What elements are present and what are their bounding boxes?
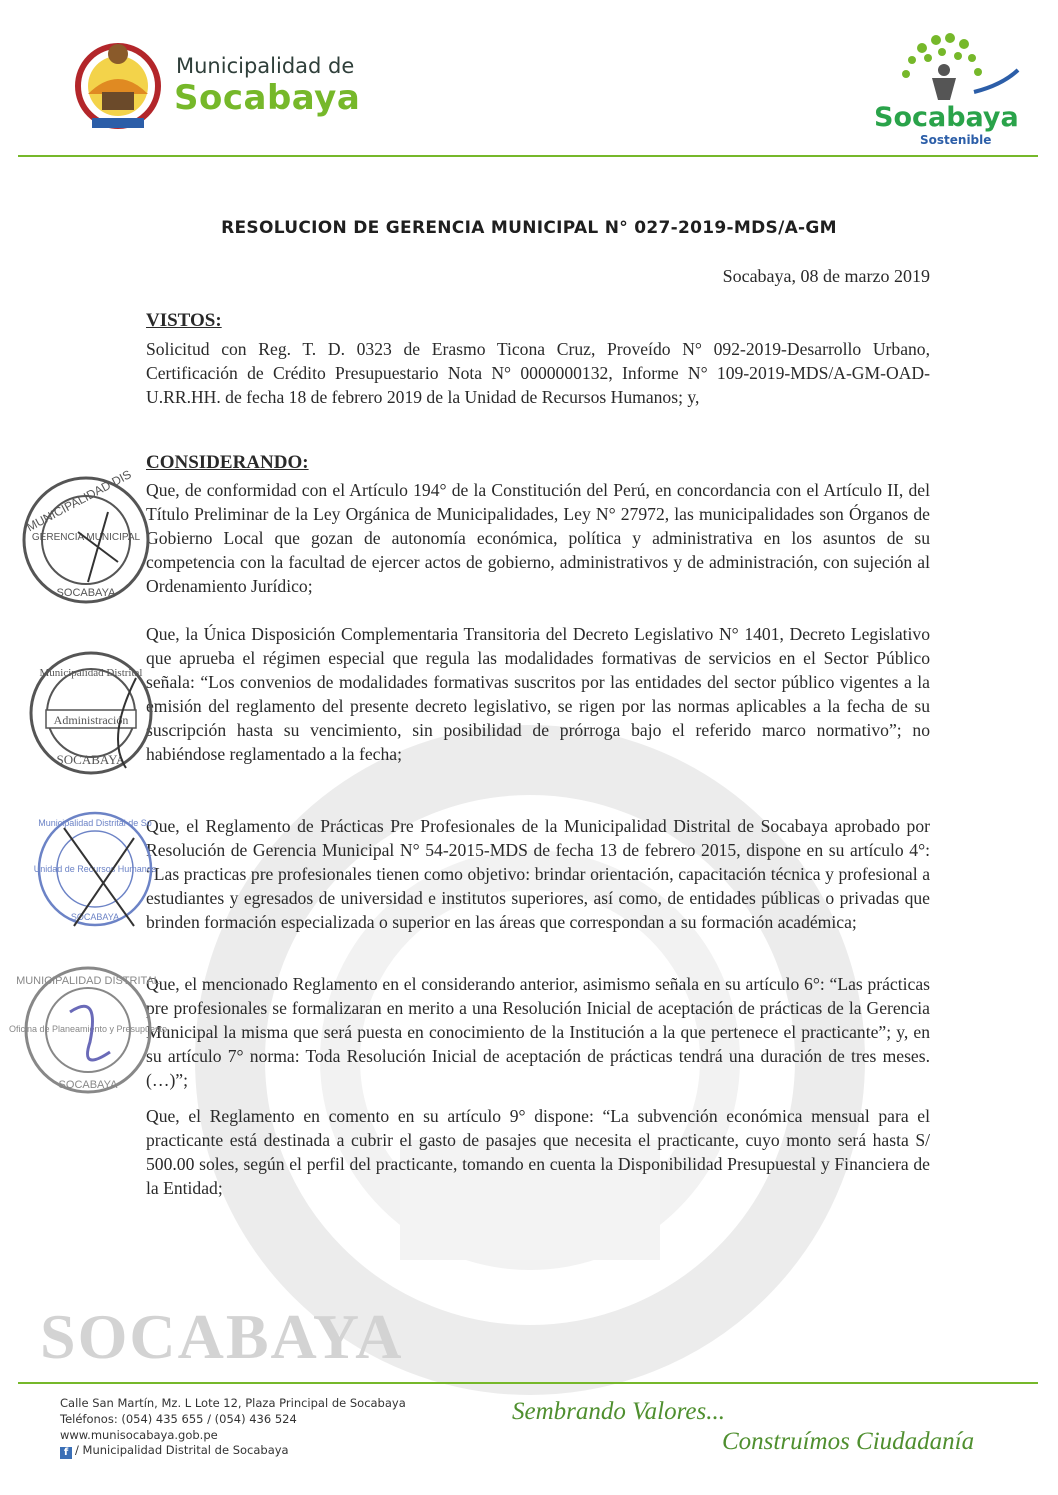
considerando-paragraph-4: Que, el mencionado Reglamento en el considerando anterior, asimismo señala en su artículo 6°: “Las prácticas pre profesionales se formalizaran en merito a una Resolución Inicial de aceptación de prácticas de la Gerencia Municipal la misma que será puesta en conocimiento de la Institución a la que pertenece el practicante”; y, en su artículo 7° norma: Toda Resolución Inicial de aceptación de prácticas tendrá una duración de tres meses. (…)”; (146, 974, 930, 1090)
considerando-paragraph-3: Que, el Reglamento de Prácticas Pre Profesionales de la Municipalidad Distrital de Socabaya aprobado por Resolución de Gerencia Municipal N° 54-2015-MDS de fecha 13 de febrero 2015, dispone en su artículo 4°: “Las practicas pre profesionales tienen como objetivo: brindar orientación, capacitación técnica y profesional a estudiantes y egresados de universidad e institutos superiores, así como, de entidades públicas o privadas que brinden formación especializada o superior en las áreas que correspondan a su formación académica; (146, 816, 930, 932)
recursos-humanos-stamp (34, 808, 156, 930)
stamp-bottom-text: SOCABAYA (58, 1079, 118, 1091)
municipality-name-line1: Municipalidad de (176, 54, 355, 78)
tree-figure-icon (862, 30, 1022, 110)
brand-tagline: Sostenible (920, 133, 992, 147)
footer-phones: Teléfonos: (054) 435 655 / (054) 436 524 (60, 1412, 297, 1426)
footer-address: Calle San Martín, Mz. L Lote 12, Plaza Principal de Socabaya (60, 1396, 406, 1410)
stamp-bottom-text: SOCABAYA (56, 752, 126, 767)
footer-facebook-text: / Municipalidad Distrital de Socabaya (75, 1443, 289, 1457)
header-divider (18, 155, 1038, 157)
watermark-text: SOCABAYA (40, 1301, 404, 1372)
stamp-top-text: MUNICIPALIDAD DIS (24, 467, 134, 535)
footer-website: www.munisocabaya.gob.pe (60, 1428, 218, 1442)
stamp-bottom-text: SOCABAYA (70, 912, 120, 922)
stamp-top-text: Municipalidad Distrital de So (38, 818, 152, 828)
socabaya-sostenible-logo (862, 30, 1022, 155)
vistos-paragraph: Solicitud con Reg. T. D. 0323 de Erasmo Ticona Cruz, Proveído N° 092-2019-Desarrollo Urbano, Certificación de Crédito Presupuestario Nota N° 0000000132, Informe N° 109-2019-MDS/A-GM-OAD-U.RR.HH. de fecha 18 de febrero 2019 de la Unidad de Recursos Humanos; y, (146, 339, 930, 407)
slogan-line1: Sembrando Valores... (512, 1398, 725, 1425)
facebook-icon: f (60, 1447, 72, 1459)
stamp-middle-text: Oficina de Planeamiento y Presupuesto (8, 1024, 168, 1034)
considerando-paragraph-5: Que, el Reglamento en comento en su artículo 9° dispone: “La subvención económica mensual para el practicante está destinada a cubrir el gasto de pasajes que necesita el practicante, cuyo monto será hasta S/ 500.00 soles, según el perfil del practicante, tomando en cuenta la Disponibilidad Presupuestal y Financiera de la Entidad; (146, 1106, 930, 1198)
municipal-crest-logo (72, 34, 164, 134)
stamp-middle-text: Unidad de Recursos Humanos (33, 864, 157, 874)
resolution-title: RESOLUCION DE GERENCIA MUNICIPAL N° 027-2019-MDS/A-GM (221, 218, 837, 238)
stamp-middle-text: Administración (53, 713, 129, 727)
slogan-line2: Construímos Ciudadanía (722, 1428, 975, 1455)
footer-divider (18, 1382, 1038, 1384)
stamp-top-text: MUNICIPALIDAD DISTRITAL (16, 975, 160, 987)
brand-name: Socabaya (874, 102, 1019, 133)
gerencia-stamp (18, 467, 154, 608)
vistos-heading: VISTOS: (146, 310, 222, 331)
resolution-date: Socabaya, 08 de marzo 2019 (722, 266, 930, 286)
considerando-paragraph-1: Que, de conformidad con el Artículo 194° de la Constitución del Perú, en concordancia con el Artículo II, del Título Preliminar de la Ley Orgánica de Municipalidades, Ley N° 27972, las municipalidades son Órganos de Gobierno Local que gozan de autonomía económica, política y administrativa en los asuntos de su competencia con la facultad de ejercer actos de gobierno, administrativos y de administración, con sujeción al Ordenamiento Jurídico; (146, 480, 930, 596)
municipality-name-line2: Socabaya (174, 78, 361, 118)
stamp-top-text: Municipalidad Distrital (39, 667, 143, 679)
stamp-bottom-text: SOCABAYA (56, 587, 116, 599)
footer-facebook (60, 1443, 289, 1459)
planeamiento-stamp (8, 962, 168, 1098)
considerando-paragraph-2: Que, la Única Disposición Complementaria Transitoria del Decreto Legislativo N° 1401, Decreto Legislativo que aprueba el régimen especial que regula las modalidades formativas de servicios en el Sector Público señala: “Los convenios de modalidades formativas suscritos por las entidades del sector público vigentes a la emisión del reglamento del presente decreto legislativo, se rigen por las normas aplicables a la fecha de su suscripción hasta su vencimiento, sin posibilidad de prórroga bajo el referido marco normativo”; no habiéndose reglamentado a la fecha; (146, 624, 930, 764)
stamp-middle-text: GERENCIA MUNICIPAL (31, 532, 141, 543)
administracion-stamp (26, 648, 156, 778)
considerando-heading: CONSIDERANDO: (146, 452, 309, 473)
